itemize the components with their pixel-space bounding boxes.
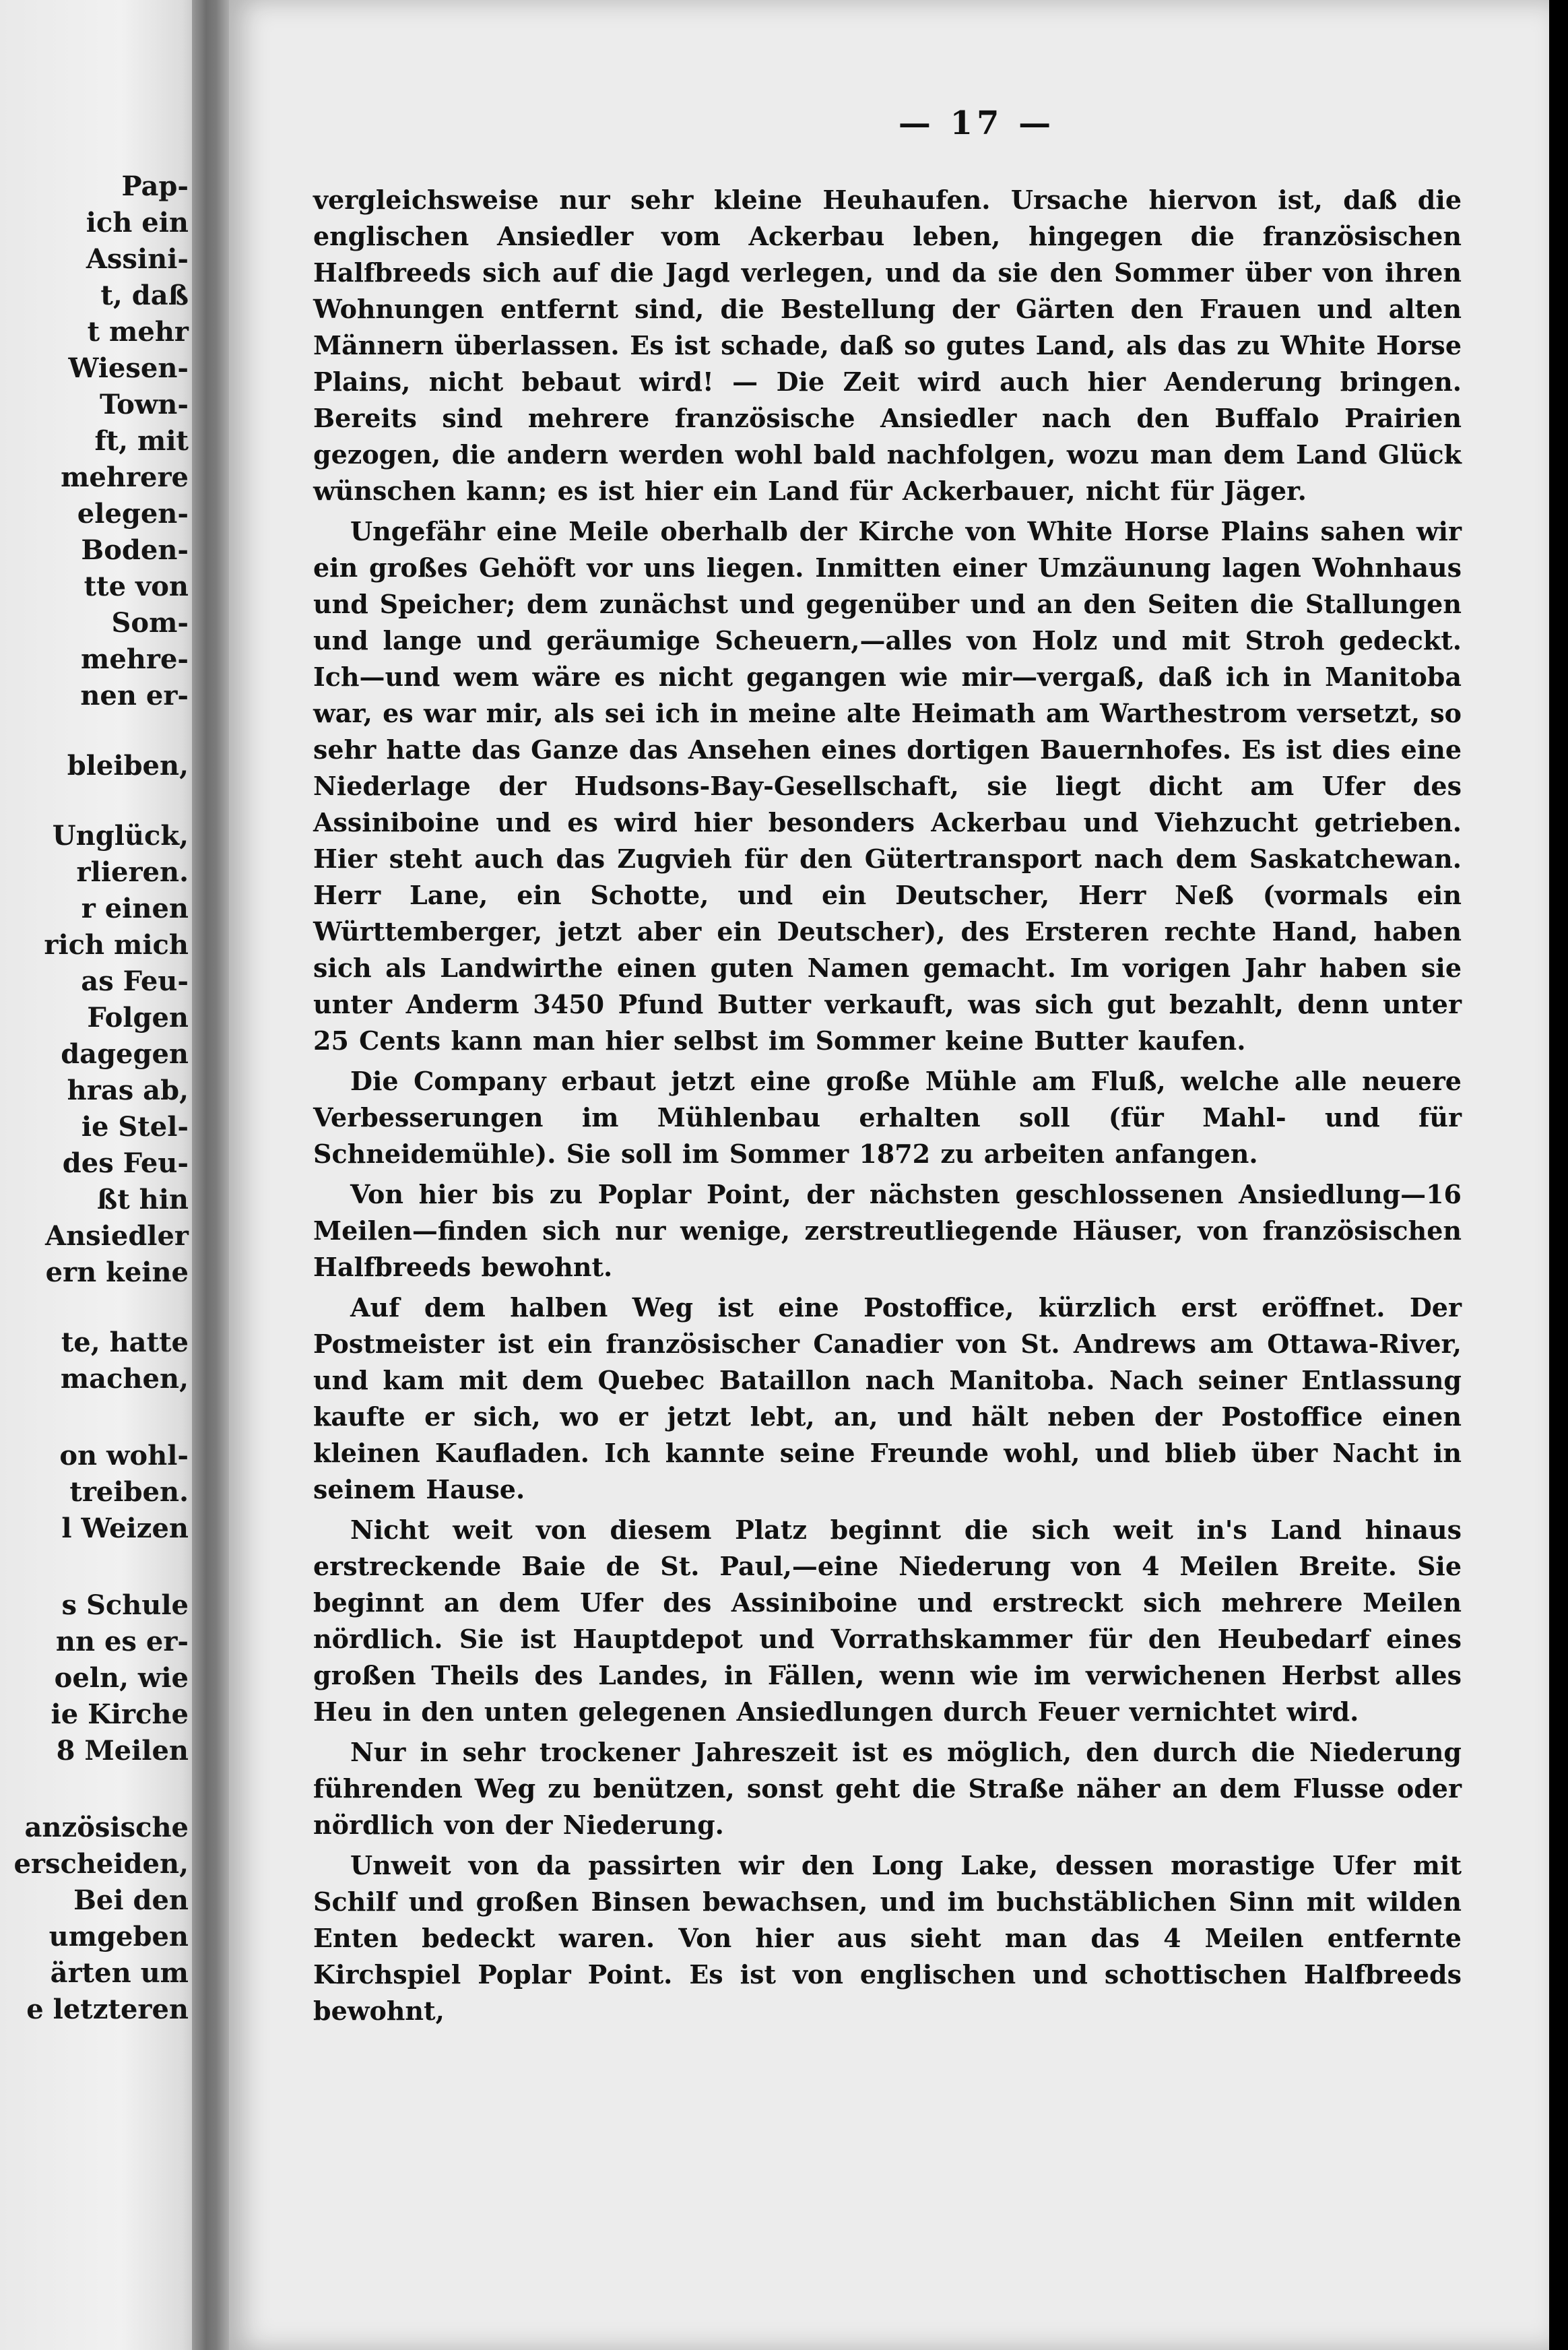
previous-page-fragment: Assini- [86, 243, 189, 275]
previous-page-fragment: as Feu- [81, 965, 189, 997]
previous-page-fragment: Town- [100, 389, 189, 420]
previous-page-fragment: Folgen [87, 1002, 189, 1034]
page-body [313, 182, 1462, 2029]
previous-page-fragment: elegen- [77, 498, 189, 530]
page-number: — 17 — [898, 104, 1055, 142]
scan-border [1549, 0, 1568, 2350]
previous-page-fragment: bleiben, [67, 750, 189, 782]
previous-page-fragment: ärten um [50, 1957, 189, 1989]
previous-page-fragment: Wiesen- [68, 352, 189, 384]
book-page [229, 0, 1549, 2350]
previous-page-fragment: l Weizen [61, 1513, 189, 1544]
previous-page-fragment: 8 Meilen [56, 1735, 189, 1767]
paragraph: Nur in sehr trockener Jahreszeit ist es möglich, den durch die Niederung führenden Weg zu benützen, sonst geht die Straße näher an dem Flusse oder nördlich von der Niederung. [313, 1737, 1462, 1840]
previous-page-fragment: mehrere [61, 462, 189, 493]
previous-page-fragment: ich ein [86, 207, 189, 239]
previous-page-fragment: nn es er- [55, 1626, 189, 1657]
previous-page-fragment: Ansiedler [45, 1220, 189, 1252]
previous-page-fragment: te, hatte [61, 1327, 189, 1358]
book-gutter [192, 0, 232, 2350]
previous-page-fragment: ßt hin [96, 1184, 189, 1215]
previous-page-edge [0, 0, 202, 2350]
previous-page-fragment: machen, [60, 1363, 189, 1395]
previous-page-fragment: ft, mit [94, 425, 189, 457]
previous-page-fragment: Bei den [73, 1884, 189, 1916]
previous-page-fragment: Pap- [121, 170, 189, 202]
previous-page-fragment: ie Kirche [51, 1698, 189, 1730]
paragraph: vergleichsweise nur sehr kleine Heuhaufen. Ursache hiervon ist, daß die englischen Ansiedler vom Ackerbau leben, hingegen die französischen Halfbreeds sich auf die Jagd verlegen, und da sie den Sommer über von ihren Wohnungen entfernt sind, die Bestellung der Gärten den Frauen und alten Männern überlassen. Es ist schade, daß so gutes Land, als das zu White Horse Plains, nicht bebaut wird! — Die Zeit wird auch hier Aenderung bringen. Bereits sind mehrere französische Ansiedler nach den Buffalo Prairien gezogen, die andern werden wohl bald nachfolgen, wozu man dem Land Glück wünschen kann; es ist hier ein Land für Ackerbauer, nicht für Jäger. [313, 185, 1462, 506]
previous-page-fragment: Som- [111, 607, 189, 639]
previous-page-fragment: rlieren. [76, 856, 189, 888]
previous-page-fragment: umgeben [48, 1921, 189, 1952]
previous-page-fragment: e letzteren [26, 1994, 189, 2025]
previous-page-fragment: r einen [81, 893, 189, 924]
previous-page-fragment: ern keine [45, 1257, 189, 1288]
previous-page-fragment: treiben. [69, 1476, 189, 1508]
paragraph: Unweit von da passirten wir den Long Lake, dessen morastige Ufer mit Schilf und großen Binsen bewachsen, und im buchstäblichen Sinn mit wilden Enten bedeckt waren. Von hier aus sieht man das 4 Meilen entfernte Kirchspiel Poplar Point. Es ist von englischen und schottischen Halfbreeds bewohnt, [313, 1850, 1462, 2026]
previous-page-fragment: erscheiden, [13, 1848, 189, 1880]
paragraph: Die Company erbaut jetzt eine große Mühle am Fluß, welche alle neuere Verbesserungen im Mühlenbau erhalten soll (für Mahl- und für Schneidemühle). Sie soll im Sommer 1872 zu arbeiten anfangen. [313, 1066, 1462, 1169]
paragraph: Nicht weit von diesem Platz beginnt die sich weit in's Land hinaus erstreckende Baie de St. Paul,—eine Niederung von 4 Meilen Breite. Sie beginnt an dem Ufer des Assiniboine und erstreckt sich mehrere Meilen nördlich. Sie ist Hauptdepot und Vorrathskammer für den Heubedarf eines großen Theils des Landes, in Fällen, wenn wie im verwichenen Herbst alles Heu in den unten gelegenen Ansiedlungen durch Feuer vernichtet wird. [313, 1515, 1462, 1727]
previous-page-fragment: anzösische [24, 1812, 189, 1843]
previous-page-fragment: Boden- [81, 534, 189, 566]
previous-page-fragment: mehre- [81, 643, 189, 675]
previous-page-fragment: on wohl- [59, 1440, 189, 1471]
previous-page-fragment: dagegen [61, 1038, 189, 1070]
previous-page-fragment: hras ab, [67, 1075, 189, 1106]
previous-page-fragment: s Schule [61, 1589, 189, 1621]
previous-page-fragment: ie Stel- [81, 1111, 189, 1143]
previous-page-fragment: tte von [84, 571, 189, 602]
paragraph: Auf dem halben Weg ist eine Postoffice, kürzlich erst eröffnet. Der Postmeister ist ein französischer Canadier von St. Andrews am Ottawa-River, und kam mit dem Quebec Bataillon nach Manitoba. Nach seiner Entlassung kaufte er sich, wo er jetzt lebt, an, und hält neben der Postoffice einen kleinen Kaufladen. Ich kannte seine Freunde wohl, und blieb über Nacht in seinem Hause. [313, 1292, 1462, 1504]
previous-page-fragment: oeln, wie [54, 1662, 189, 1694]
previous-page-fragment: Unglück, [52, 820, 189, 852]
previous-page-fragment: des Feu- [62, 1147, 189, 1179]
paragraph: Von hier bis zu Poplar Point, der nächsten geschlossenen Ansiedlung—16 Meilen—finden sich nur wenige, zerstreutliegende Häuser, von französischen Halfbreeds bewohnt. [313, 1179, 1462, 1282]
previous-page-fragment: rich mich [44, 929, 189, 961]
previous-page-fragment: nen er- [80, 680, 189, 711]
previous-page-fragment: t, daß [100, 280, 189, 311]
paragraph: Ungefähr eine Meile oberhalb der Kirche von White Horse Plains sahen wir ein großes Gehöft vor uns liegen. Inmitten einer Umzäunung lagen Wohnhaus und Speicher; dem zunächst und gegenüber und an den Seiten die Stallungen und lange und geräumige Scheuern,—alles von Holz und mit Stroh gedeckt. Ich—und wem wäre es nicht gegangen wie mir—vergaß, daß ich in Manitoba war, es war mir, als sei ich in meine alte Heimath am Warthestrom versetzt, so sehr hatte das Ganze das Ansehen eines dortigen Bauernhofes. Es ist dies eine Niederlage der Hudsons-Bay-Gesellschaft, sie liegt dicht am Ufer des Assiniboine und es wird hier besonders Ackerbau und Viehzucht getrieben. Hier steht auch das Zugvieh für den Gütertransport nach dem Saskatchewan. Herr Lane, ein Schotte, und ein Deutscher, Herr Neß (vormals ein Württemberger, jetzt aber ein Deutscher), des Ersteren rechte Hand, haben sich als Landwirthe einen guten Namen gemacht. Im vorigen Jahr haben sie unter Anderm 3450 Pfund Butter verkauft, was sich gut bezahlt, denn unter 25 Cents kann man hier selbst im Sommer keine Butter kaufen. [313, 516, 1462, 1056]
previous-page-fragment: t mehr [87, 316, 189, 348]
